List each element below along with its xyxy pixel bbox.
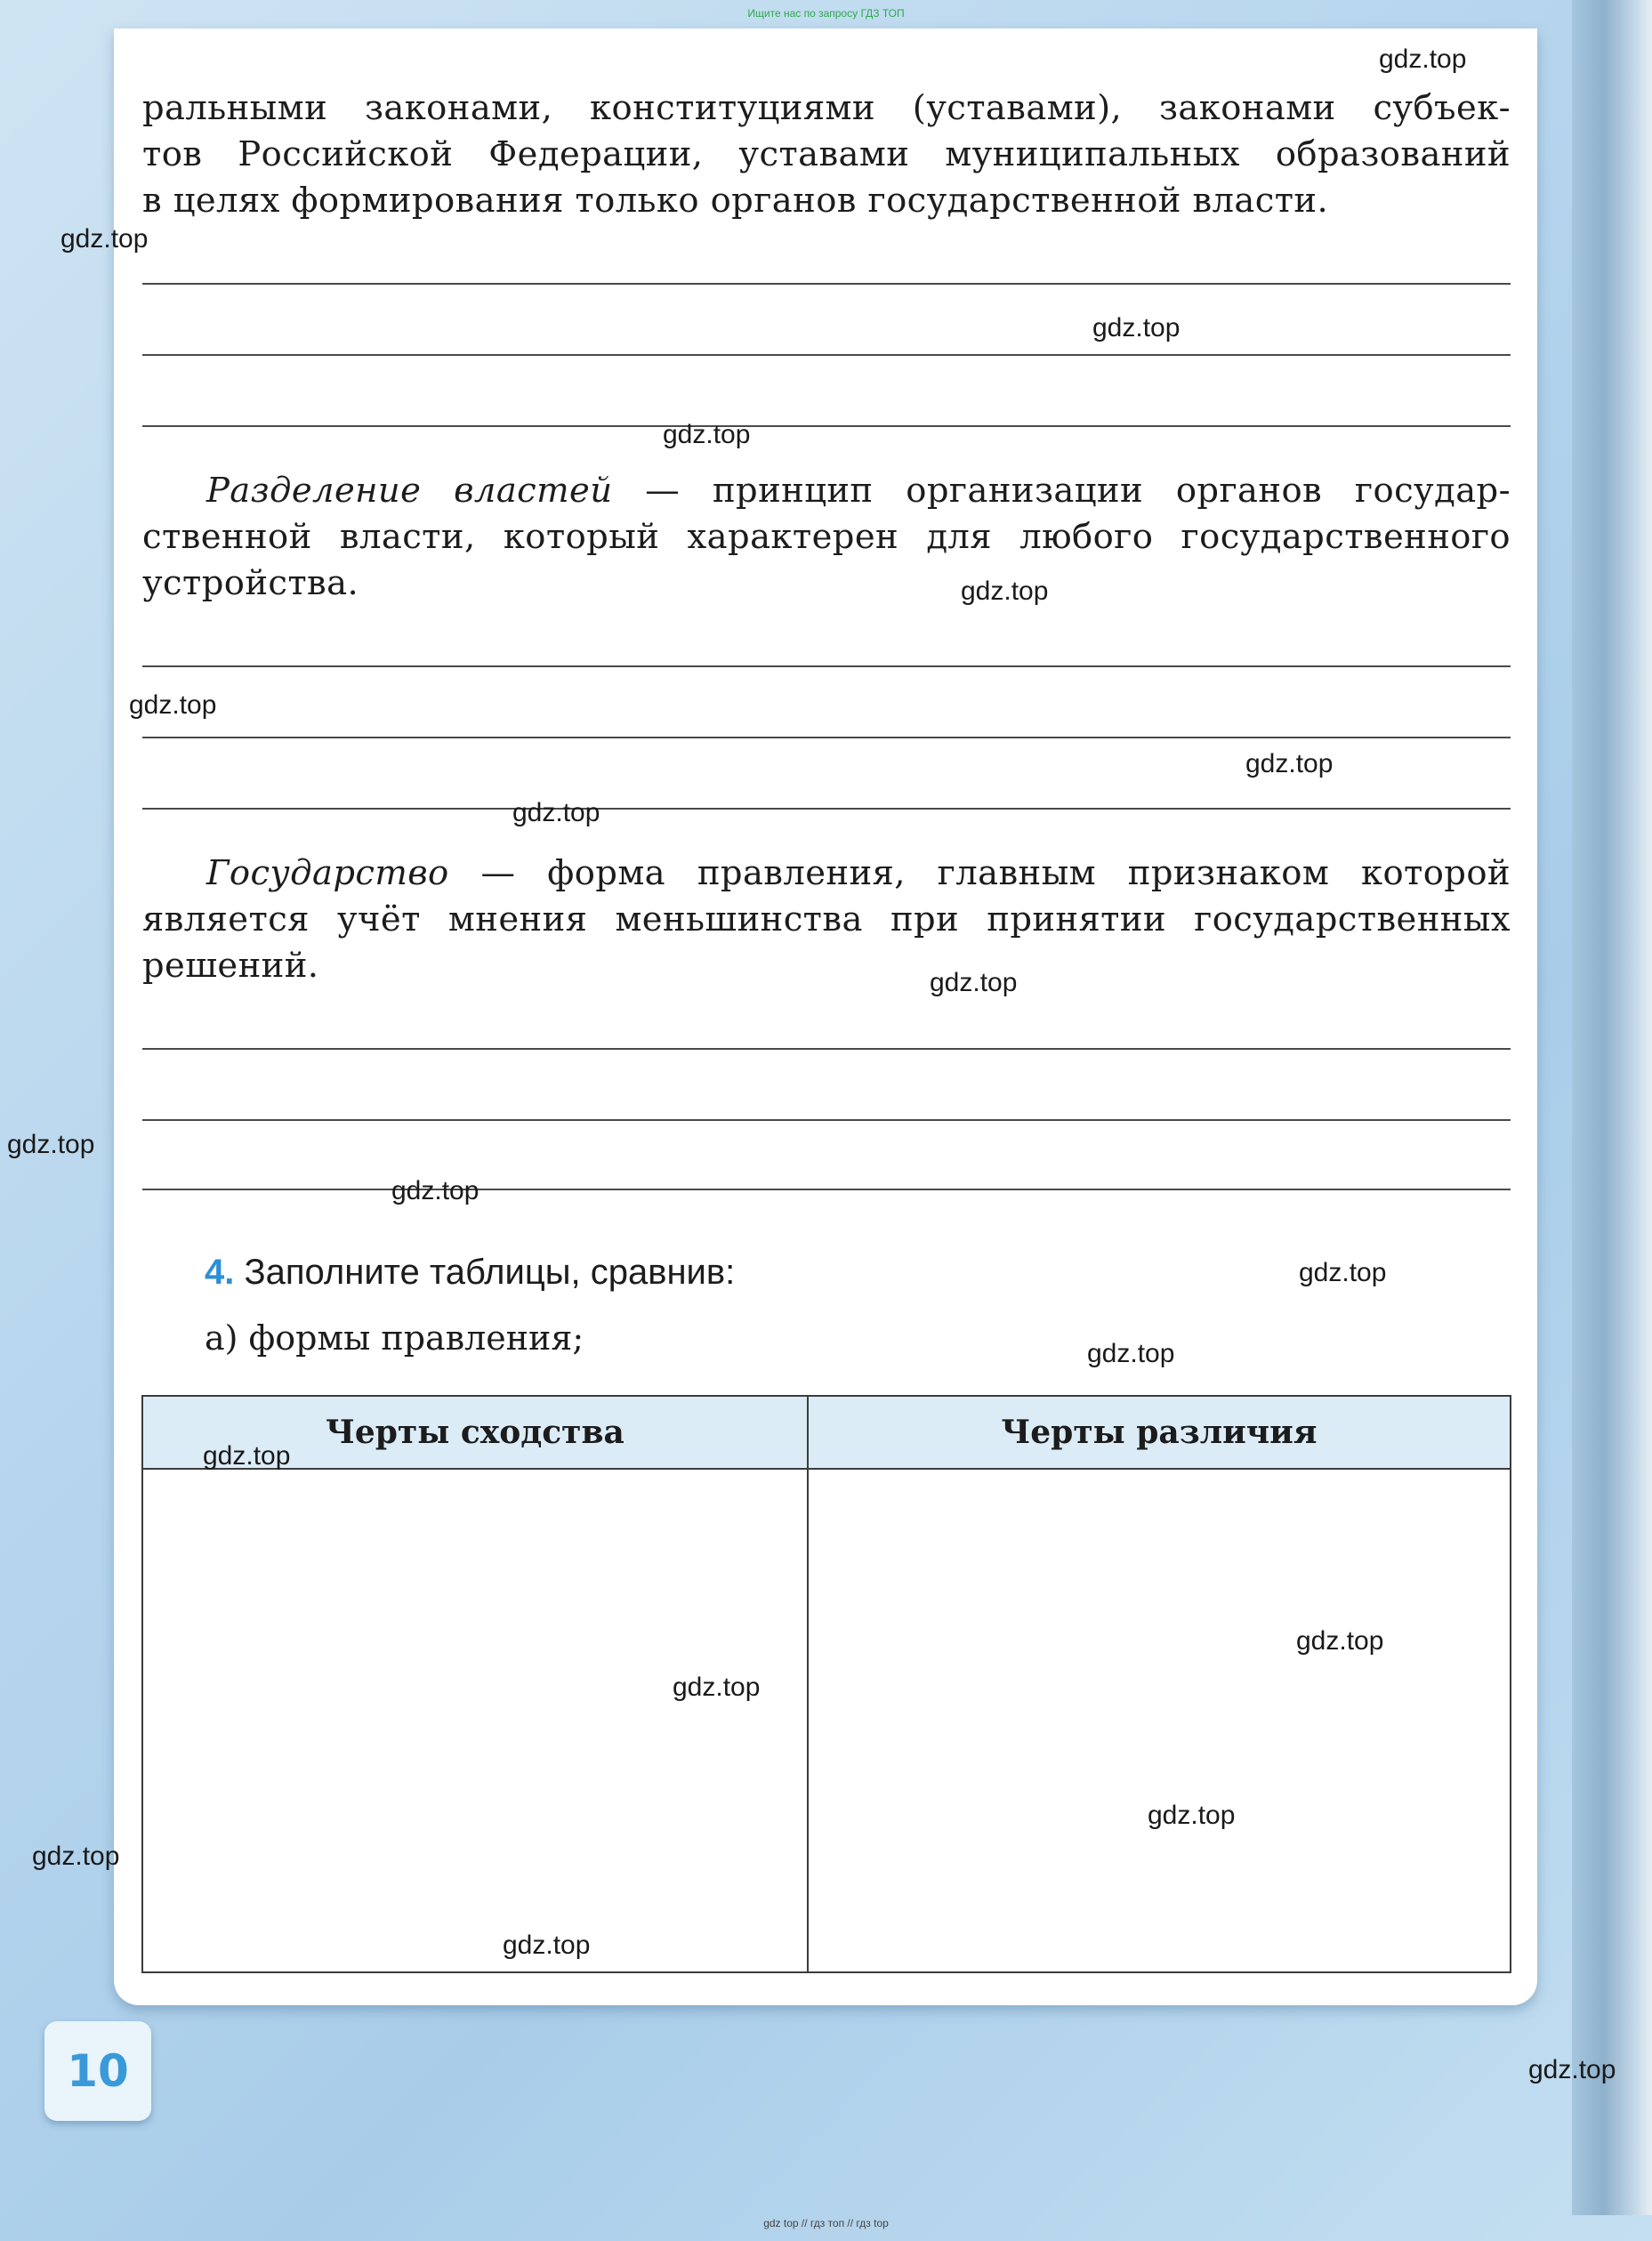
paragraph-3-line-2: является учёт мнения меньшинства при принятии государственных <box>142 899 1511 939</box>
top-banner: Ищите нас по запросу ГДЗ ТОП <box>747 7 905 20</box>
paragraph-2-line-1-rest: — принцип организации органов государ- <box>612 471 1511 511</box>
watermark: gdz.top <box>1148 1801 1236 1830</box>
paragraph-1-line-2: тов Российской Федерации, уставами муниципальных образований <box>142 134 1511 174</box>
watermark: gdz.top <box>203 1441 291 1471</box>
cell-similarities[interactable] <box>142 1469 808 1972</box>
watermark: gdz.top <box>1296 1626 1384 1656</box>
watermark: gdz.top <box>1299 1258 1387 1287</box>
watermark: gdz.top <box>1092 313 1181 343</box>
table-header-row <box>142 1396 1511 1469</box>
term-separation-of-powers: Разделение властей <box>206 471 613 511</box>
cell-differences[interactable] <box>808 1469 1511 1972</box>
header-similarities: Черты сходства <box>142 1396 808 1469</box>
answer-line[interactable] <box>142 425 1511 427</box>
task-text: Заполните таблицы, сравнив: <box>234 1253 736 1292</box>
paragraph-2-line-2: ственной власти, который характерен для любого государственного <box>142 517 1511 557</box>
answer-line[interactable] <box>142 354 1511 356</box>
paragraph-3-line-1 <box>142 850 1511 897</box>
answer-line[interactable] <box>142 283 1511 285</box>
paragraph-1-line-1: ральными законами, конституциями (уставами), законами субъек- <box>142 88 1511 128</box>
page-number: 10 <box>44 2021 151 2121</box>
watermark: gdz.top <box>391 1176 479 1205</box>
book-spine <box>1572 0 1652 2215</box>
watermark: gdz.top <box>7 1130 95 1159</box>
answer-line[interactable] <box>142 665 1511 667</box>
answer-line[interactable] <box>142 1189 1511 1190</box>
term-state: Государство <box>206 853 449 893</box>
watermark: gdz.top <box>1528 2055 1616 2084</box>
watermark: gdz.top <box>930 968 1018 997</box>
watermark: gdz.top <box>503 1931 591 1960</box>
watermark: gdz.top <box>663 420 751 449</box>
task-4-heading <box>205 1247 735 1297</box>
task-4a-label: а) формы правления; <box>205 1318 584 1358</box>
answer-line[interactable] <box>142 808 1511 810</box>
header-differences: Черты различия <box>808 1396 1511 1469</box>
watermark: gdz.top <box>1245 749 1334 778</box>
answer-line[interactable] <box>142 1048 1511 1050</box>
watermark: gdz.top <box>1087 1339 1175 1368</box>
paragraph-3-line-3: решений. <box>142 946 319 986</box>
comparison-table <box>141 1395 1511 1973</box>
paragraph-2-line-3: устройства. <box>142 563 359 603</box>
task-number: 4. <box>205 1253 235 1292</box>
watermark: gdz.top <box>961 576 1049 606</box>
paragraph-2-line-1 <box>142 468 1511 514</box>
bottom-banner: gdz top // гдз топ // гдз top <box>763 2217 889 2229</box>
watermark: gdz.top <box>129 690 217 720</box>
table-row <box>142 1469 1511 1972</box>
answer-line[interactable] <box>142 737 1511 738</box>
paragraph-1-line-3: в целях формирования только органов государственной власти. <box>142 181 1329 221</box>
watermark: gdz.top <box>60 224 149 254</box>
watermark: gdz.top <box>673 1673 761 1702</box>
watermark: gdz.top <box>1379 44 1467 74</box>
answer-line[interactable] <box>142 1119 1511 1121</box>
watermark: gdz.top <box>32 1842 120 1871</box>
paragraph-3-line-1-rest: — форма правления, главным признаком которой <box>448 853 1511 893</box>
watermark: gdz.top <box>512 798 600 827</box>
